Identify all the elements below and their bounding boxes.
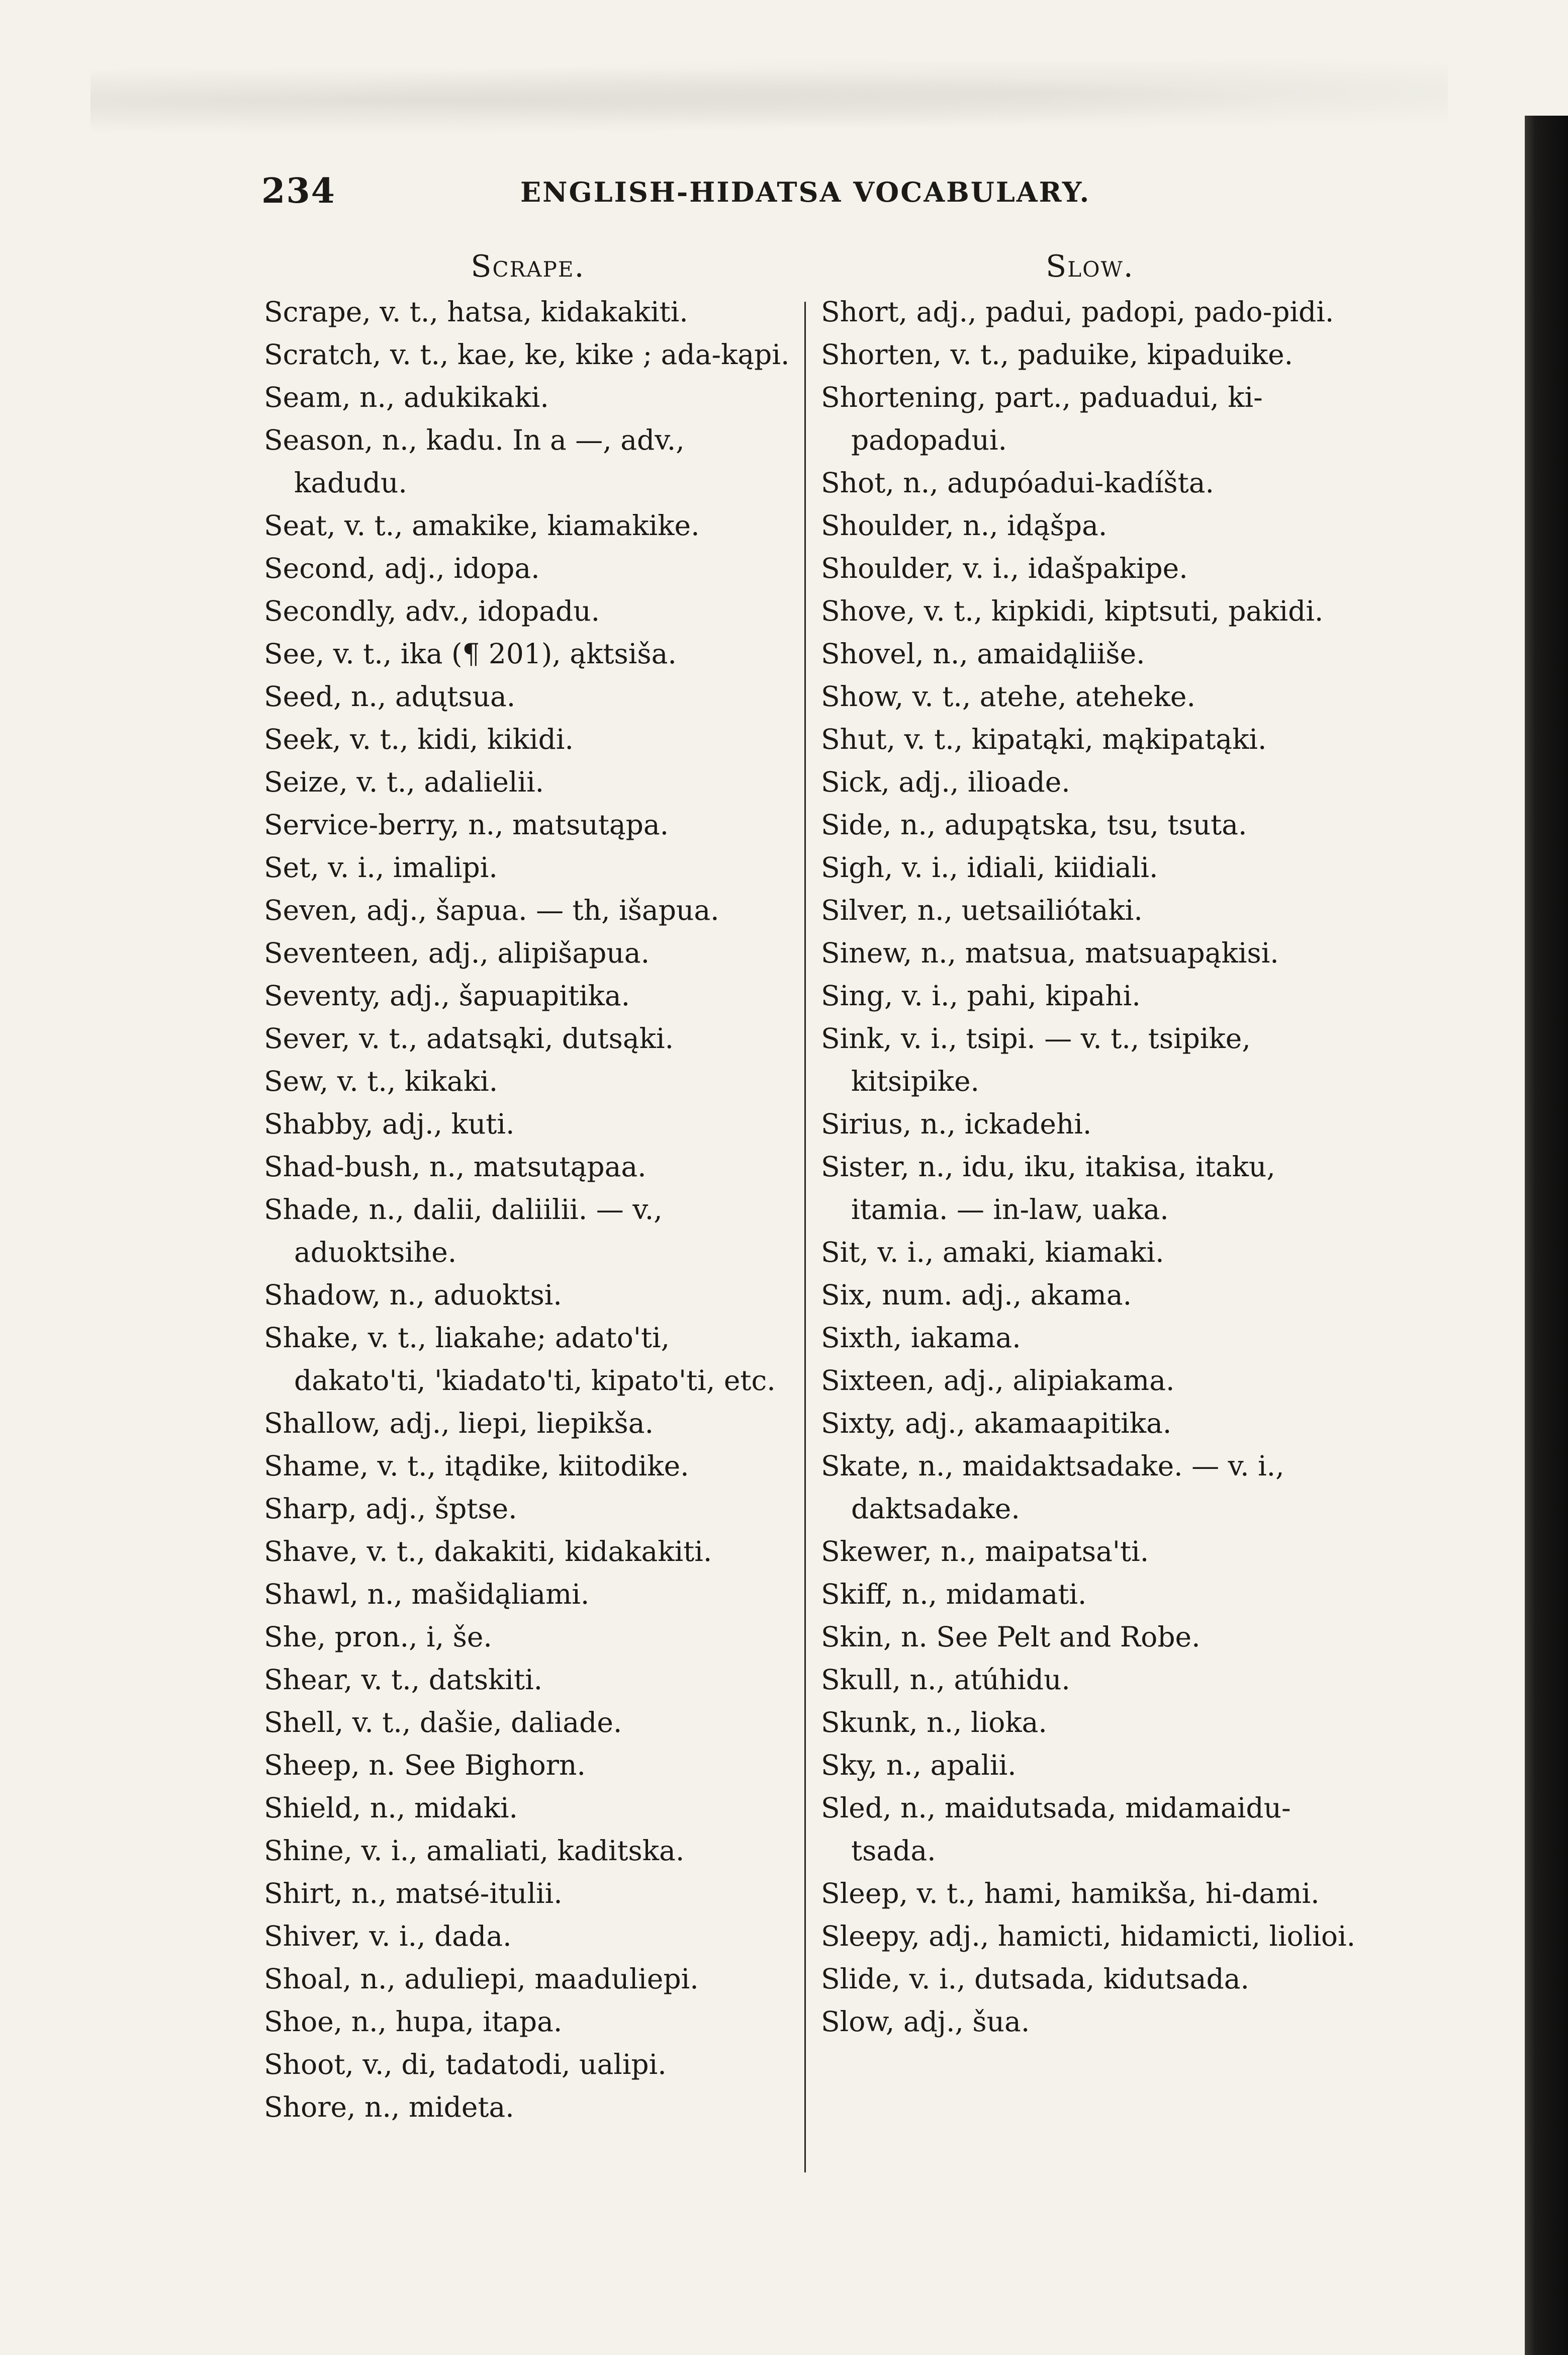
- vocabulary-entry: Shoal, n., aduliepi, maaduliepi.: [264, 1963, 699, 1995]
- vocabulary-entry: Sister, n., idu, iku, itakisa, itaku, itamia. — in-law, uaka.: [821, 1151, 1275, 1226]
- right-entry-list: [821, 291, 1359, 2043]
- vocabulary-entry: Silver, n., uetsailiótaki.: [821, 894, 1143, 926]
- vocabulary-entry: Sever, v. t., adatsąki, dutsąki.: [264, 1022, 674, 1055]
- vocabulary-entry: Shallow, adj., liepi, liepikša.: [264, 1407, 654, 1439]
- page-number: 234: [261, 171, 336, 211]
- vocabulary-entry: Skunk, n., lioka.: [821, 1706, 1047, 1738]
- vocabulary-entry: Service-berry, n., matsutąpa.: [264, 809, 669, 841]
- vocabulary-entry: Scrape, v. t., hatsa, kidakakiti.: [264, 296, 688, 328]
- vocabulary-entry: Sew, v. t., kikaki.: [264, 1065, 498, 1097]
- vocabulary-entry: Shad-bush, n., matsutąpaa.: [264, 1151, 647, 1183]
- vocabulary-entry: Season, n., kadu. In a —, adv., kadudu.: [264, 424, 685, 499]
- vocabulary-entry: Sixth, iakama.: [821, 1322, 1021, 1354]
- vocabulary-entry: Sixty, adj., akamaapitika.: [821, 1407, 1172, 1439]
- vocabulary-entry: Seventy, adj., šapuapitika.: [264, 980, 630, 1012]
- right-column-title: Slow.: [1046, 249, 1134, 284]
- vocabulary-entry: Shore, n., mideta.: [264, 2091, 514, 2123]
- vocabulary-entry: Skate, n., maidaktsadake. — v. i., daktsadake.: [821, 1450, 1284, 1525]
- vocabulary-entry: Shortening, part., paduadui, ki-padopadui.: [821, 381, 1263, 456]
- vocabulary-entry: Shoulder, v. i., idašpakipe.: [821, 552, 1188, 584]
- vocabulary-entry: Shoot, v., di, tadatodi, ualipi.: [264, 2048, 667, 2080]
- running-title: ENGLISH-HIDATSA VOCABULARY.: [520, 176, 1091, 208]
- vocabulary-entry: See, v. t., ika (¶ 201), ąktsiša.: [264, 638, 677, 670]
- vocabulary-entry: Shoulder, n., idąšpa.: [821, 509, 1108, 542]
- column-divider: [804, 302, 806, 2172]
- vocabulary-entry: Shawl, n., mašidąliami.: [264, 1578, 590, 1610]
- vocabulary-entry: Seed, n., adųtsua.: [264, 680, 516, 713]
- vocabulary-entry: Slide, v. i., dutsada, kidutsada.: [821, 1963, 1249, 1995]
- vocabulary-entry: Shine, v. i., amaliati, kaditska.: [264, 1835, 685, 1867]
- right-column: [821, 246, 1359, 2043]
- vocabulary-entry: Seven, adj., šapua. — th, išapua.: [264, 894, 719, 926]
- vocabulary-entry: Side, n., adupątska, tsu, tsuta.: [821, 809, 1247, 841]
- vocabulary-entry: Sky, n., apalii.: [821, 1749, 1017, 1781]
- vocabulary-entry: Shake, v. t., liakahe; adato'ti, dakato'ti, 'kiadato'ti, kipato'ti, etc.: [264, 1322, 776, 1397]
- vocabulary-entry: Sharp, adj., šptse.: [264, 1493, 517, 1525]
- vocabulary-entry: Shovel, n., amaidąliiše.: [821, 638, 1145, 670]
- left-column-title: Scrape.: [471, 249, 585, 284]
- vocabulary-entry: Shade, n., dalii, daliilii. — v., aduoktsihe.: [264, 1193, 663, 1268]
- vocabulary-entry: Sled, n., maidutsada, midamaidu-tsada.: [821, 1792, 1291, 1867]
- vocabulary-entry: Scratch, v. t., kae, ke, kike ; ada-kąpi.: [264, 338, 790, 371]
- vocabulary-entry: Sit, v. i., amaki, kiamaki.: [821, 1236, 1164, 1268]
- vocabulary-entry: Sink, v. i., tsipi. — v. t., tsipike, kitsipike.: [821, 1022, 1251, 1097]
- vocabulary-entry: Set, v. i., imalipi.: [264, 851, 498, 884]
- vocabulary-entry: Short, adj., padui, padopi, pado-pidi.: [821, 296, 1334, 328]
- vocabulary-entry: Shame, v. t., itądike, kiitodike.: [264, 1450, 689, 1482]
- vocabulary-entry: Seam, n., adukikaki.: [264, 381, 549, 413]
- vocabulary-entry: Shadow, n., aduoktsi.: [264, 1279, 562, 1311]
- vocabulary-entry: Shear, v. t., datskiti.: [264, 1664, 543, 1696]
- vocabulary-entry: Seek, v. t., kidi, kikidi.: [264, 723, 574, 755]
- left-entry-list: [264, 291, 792, 2129]
- page-header: [261, 171, 1367, 221]
- vocabulary-entry: Skin, n. See Pelt and Robe.: [821, 1621, 1201, 1653]
- vocabulary-entry: Shield, n., midaki.: [264, 1792, 518, 1824]
- vocabulary-entry: Sing, v. i., pahi, kipahi.: [821, 980, 1141, 1012]
- vocabulary-entry: Sick, adj., ilioade.: [821, 766, 1070, 798]
- vocabulary-entry: Shell, v. t., dašie, daliade.: [264, 1706, 622, 1738]
- vocabulary-entry: Shabby, adj., kuti.: [264, 1108, 515, 1140]
- left-column: [264, 246, 792, 2129]
- vocabulary-entry: Skiff, n., midamati.: [821, 1578, 1087, 1610]
- vocabulary-entry: Sheep, n. See Bighorn.: [264, 1749, 586, 1781]
- scan-edge-shadow: [1525, 116, 1568, 2355]
- scan-smudge: [90, 60, 1448, 141]
- vocabulary-entry: Sirius, n., ickadehi.: [821, 1108, 1092, 1140]
- vocabulary-entry: Six, num. adj., akama.: [821, 1279, 1132, 1311]
- vocabulary-entry: Shorten, v. t., paduike, kipaduike.: [821, 338, 1294, 371]
- vocabulary-entry: Shut, v. t., kipatąki, mąkipatąki.: [821, 723, 1267, 755]
- vocabulary-entry: Shave, v. t., dakakiti, kidakakiti.: [264, 1535, 712, 1567]
- vocabulary-entry: Shot, n., adupóadui-kadíšta.: [821, 467, 1215, 499]
- vocabulary-entry: Skewer, n., maipatsa'ti.: [821, 1535, 1149, 1567]
- vocabulary-entry: Seventeen, adj., alipišapua.: [264, 937, 650, 969]
- vocabulary-entry: Sleep, v. t., hami, hamikša, hi-dami.: [821, 1877, 1320, 1909]
- vocabulary-entry: Sigh, v. i., idiali, kiidiali.: [821, 851, 1158, 884]
- vocabulary-entry: Slow, adj., šua.: [821, 2005, 1030, 2038]
- vocabulary-entry: Seat, v. t., amakike, kiamakike.: [264, 509, 700, 542]
- vocabulary-entry: Secondly, adv., idopadu.: [264, 595, 600, 627]
- vocabulary-entry: Sleepy, adj., hamicti, hidamicti, liolioi.: [821, 1920, 1356, 1952]
- vocabulary-entry: Skull, n., atúhidu.: [821, 1664, 1070, 1696]
- vocabulary-entry: She, pron., i, še.: [264, 1621, 492, 1653]
- vocabulary-entry: Second, adj., idopa.: [264, 552, 540, 584]
- vocabulary-entry: Shiver, v. i., dada.: [264, 1920, 512, 1952]
- vocabulary-entry: Show, v. t., atehe, ateheke.: [821, 680, 1195, 713]
- vocabulary-entry: Shirt, n., matsé-itulii.: [264, 1877, 563, 1909]
- vocabulary-entry: Sinew, n., matsua, matsuapąkisi.: [821, 937, 1279, 969]
- vocabulary-entry: Shoe, n., hupa, itapa.: [264, 2005, 563, 2038]
- vocabulary-entry: Sixteen, adj., alipiakama.: [821, 1364, 1175, 1397]
- vocabulary-entry: Seize, v. t., adalielii.: [264, 766, 544, 798]
- vocabulary-entry: Shove, v. t., kipkidi, kiptsuti, pakidi.: [821, 595, 1324, 627]
